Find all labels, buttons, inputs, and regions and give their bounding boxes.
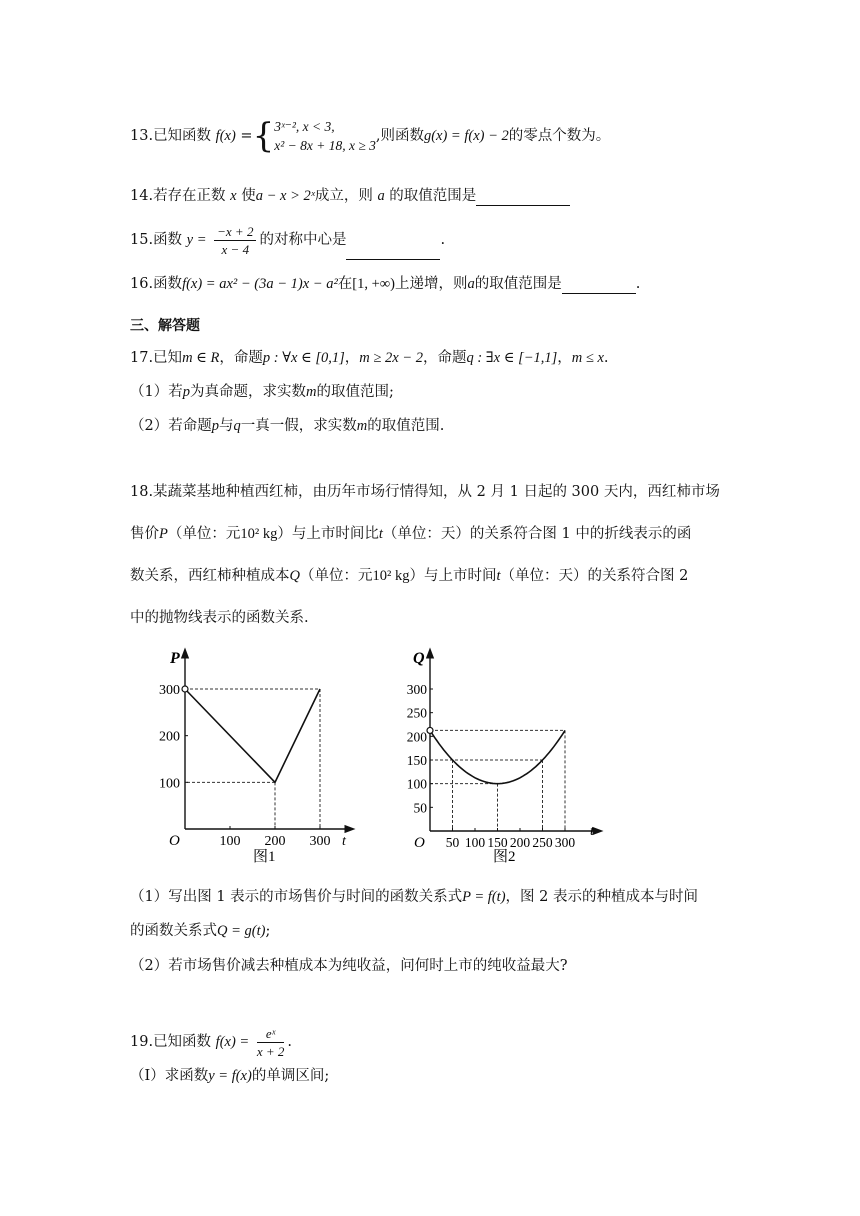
proposition-q: q : ∃x ∈ [−1,1] xyxy=(466,350,558,366)
unit: 10² kg xyxy=(240,526,278,542)
figure-2 xyxy=(400,645,610,865)
variable: p xyxy=(211,418,219,434)
question-13 xyxy=(130,116,610,156)
question-text: 售价 xyxy=(130,526,159,542)
question-text: ，图 2 表示的种植成本与时间 xyxy=(505,889,698,905)
figure-caption: 图1 xyxy=(253,849,276,865)
question-text: 的单调区间; xyxy=(251,1068,330,1084)
unit: 10² kg xyxy=(372,568,410,584)
question-text: 为真命题，求实数 xyxy=(189,384,306,400)
variable: a xyxy=(467,276,475,292)
question-text: ， xyxy=(557,350,572,366)
function-symbol: Q = g(t) xyxy=(217,923,266,939)
question-text: 的函数关系式 xyxy=(130,923,217,939)
question-19 xyxy=(130,1022,292,1062)
y-tick-label: 200 xyxy=(159,729,180,745)
open-endpoint xyxy=(427,727,433,733)
variable: p xyxy=(182,384,190,400)
question-number: 13. xyxy=(130,128,154,144)
origin-label: O xyxy=(169,833,180,849)
answer-blank xyxy=(562,279,636,294)
piecewise-case-2: x² − 8x + 18, x ≥ 3 xyxy=(274,138,376,153)
question-text: . xyxy=(440,232,446,248)
question-text: 的取值范围; xyxy=(316,384,394,400)
question-text: 的对称中心是 xyxy=(259,232,347,248)
question-number: 16. xyxy=(130,276,154,292)
question-text: （2）若命题 xyxy=(130,418,212,434)
math-expression: m ≥ 2x − 2 xyxy=(359,350,423,366)
question-17 xyxy=(130,348,609,368)
question-text: 上递增，则 xyxy=(394,276,468,292)
interval: [1, +∞) xyxy=(352,276,395,292)
question-17-part-1 xyxy=(130,382,394,402)
question-text: ，命题 xyxy=(219,350,263,366)
question-text: （单位：天）的关系符合图 1 中的折线表示的函 xyxy=(382,526,692,542)
answer-blank xyxy=(346,245,440,260)
question-text: 在 xyxy=(337,276,353,292)
x-tick-label: 50 xyxy=(445,835,460,850)
y-tick-label: 250 xyxy=(406,705,427,721)
fraction xyxy=(214,223,256,258)
question-number: 15. xyxy=(130,232,154,248)
fraction-denominator: x + 2 xyxy=(256,1043,285,1059)
variable: Q xyxy=(289,568,300,584)
question-text: 函数 xyxy=(153,276,183,292)
x-tick-label: 300 xyxy=(309,834,331,849)
question-text: 已知函数 xyxy=(153,128,212,144)
question-text: . xyxy=(635,276,641,292)
variable: t xyxy=(378,526,383,542)
fraction-numerator: −x + 2 xyxy=(214,223,256,241)
question-text: ， xyxy=(344,350,360,366)
question-text: （单位：元 xyxy=(167,526,241,542)
question-text: . xyxy=(287,1034,292,1050)
answer-blank xyxy=(476,191,570,206)
y-axis-label: Q xyxy=(413,650,425,667)
question-text: 17.已知 xyxy=(130,350,183,366)
y-axis-label: P xyxy=(170,650,180,667)
y-tick-label: 100 xyxy=(159,776,180,792)
cost-parabola xyxy=(430,730,565,783)
figure-caption: 图2 xyxy=(493,849,516,865)
x-tick-label: 150 xyxy=(487,835,508,850)
question-16 xyxy=(130,274,640,294)
question-18-line-2 xyxy=(130,524,691,544)
x-tick-label: 100 xyxy=(219,834,241,849)
piecewise-brace: { xyxy=(252,116,275,156)
question-number: 14. xyxy=(130,188,154,204)
function-definition: g(x) = f(x) − 2 xyxy=(423,128,509,144)
question-text: 使 xyxy=(236,188,256,204)
question-text: ）与上市时间 xyxy=(409,568,497,584)
question-18-line-4: 中的抛物线表示的函数关系. xyxy=(130,610,309,626)
question-18-line-3 xyxy=(130,566,688,586)
question-17-part-2 xyxy=(130,416,444,436)
x-tick-label: 100 xyxy=(464,835,486,850)
variable: q xyxy=(233,418,241,434)
question-18-line-1: 18.某蔬菜基地种植西红柿，由历年市场行情得知，从 2 月 1 日起的 300 天内，西红柿市场 xyxy=(130,484,720,500)
question-text: 成立，则 xyxy=(314,188,378,204)
question-text: 的取值范围是 xyxy=(474,276,562,292)
variable: t xyxy=(496,568,501,584)
section-heading: 三、解答题 xyxy=(130,318,200,334)
y-tick-label: 50 xyxy=(413,800,427,816)
question-text: ）与上市时间比 xyxy=(277,526,379,542)
origin-label: O xyxy=(414,835,425,851)
y-tick-label: 150 xyxy=(406,753,427,768)
question-18-part-1 xyxy=(130,887,698,907)
function-symbol: y = xyxy=(186,232,207,248)
piecewise-case-1: 3ˣ⁻², x < 3, xyxy=(274,119,335,134)
question-text: （1）若 xyxy=(130,384,183,400)
question-text: （Ⅰ）求函数 xyxy=(130,1068,209,1084)
math-expression: m ∈ R xyxy=(182,350,220,366)
equals-sign: = xyxy=(240,128,253,144)
y-tick-label: 100 xyxy=(406,776,427,792)
question-text: ，命题 xyxy=(422,350,467,366)
question-number: 19. xyxy=(130,1034,154,1050)
variable: m xyxy=(356,418,368,434)
question-text: . xyxy=(603,350,609,366)
function-symbol: y = f(x) xyxy=(208,1068,252,1084)
x-tick-label: 200 xyxy=(264,834,286,849)
question-text: 已知函数 xyxy=(153,1034,212,1050)
question-text: （单位：天）的关系符合图 2 xyxy=(500,568,689,584)
piecewise-cases xyxy=(274,117,376,155)
question-text: （1）写出图 1 表示的市场售价与时间的函数关系式 xyxy=(130,889,463,905)
fraction xyxy=(257,1025,285,1060)
y-tick-label: 300 xyxy=(159,683,180,698)
question-15 xyxy=(130,220,445,260)
question-text: 若存在正数 xyxy=(153,188,231,204)
question-text: 一真一假，求实数 xyxy=(240,418,357,434)
question-text: 的取值范围是 xyxy=(384,188,477,204)
figure-1 xyxy=(150,645,360,865)
question-text: ,则函数 xyxy=(375,128,424,144)
x-tick-label: 200 xyxy=(509,835,531,850)
open-endpoint xyxy=(182,686,188,692)
price-polyline xyxy=(185,689,320,782)
question-text: 的取值范围. xyxy=(367,418,445,434)
function-symbol: P = f(t) xyxy=(462,889,506,905)
math-expression: m ≤ x xyxy=(571,350,604,366)
variable: P xyxy=(159,526,168,542)
function-symbol: f(x) = xyxy=(215,1034,250,1050)
question-text: （单位：元 xyxy=(299,568,373,584)
y-tick-label: 300 xyxy=(406,682,427,697)
variable: m xyxy=(305,384,317,400)
x-tick-label: 300 xyxy=(554,835,576,850)
variable: x xyxy=(230,188,237,204)
fraction-numerator: eˣ xyxy=(257,1025,285,1043)
x-tick-label: 250 xyxy=(532,835,553,850)
y-tick-label: 200 xyxy=(406,729,427,745)
question-19-part-1 xyxy=(130,1066,329,1086)
question-14 xyxy=(130,186,570,206)
question-18-part-2: （2）若市场售价减去种植成本为纯收益，问何时上市的纯收益最大? xyxy=(130,958,568,974)
question-text: 函数 xyxy=(153,232,183,248)
proposition-p: p : ∀x ∈ [0,1] xyxy=(262,350,345,366)
question-text: ; xyxy=(265,923,271,939)
inequality: a − x > 2ˣ xyxy=(255,188,315,204)
question-18-part-1-cont xyxy=(130,921,270,941)
question-text: 的零点个数为。 xyxy=(508,128,611,144)
question-text: 与 xyxy=(218,418,234,434)
x-axis-label: t xyxy=(342,834,346,849)
question-text: 数关系，西红柿种植成本 xyxy=(130,568,290,584)
fraction-denominator: x − 4 xyxy=(221,241,250,257)
variable: a xyxy=(377,188,385,204)
x-axis-label: t xyxy=(590,824,594,839)
function-definition: f(x) = ax² − (3a − 1)x − a² xyxy=(182,276,338,292)
function-symbol: f(x) xyxy=(215,128,236,144)
